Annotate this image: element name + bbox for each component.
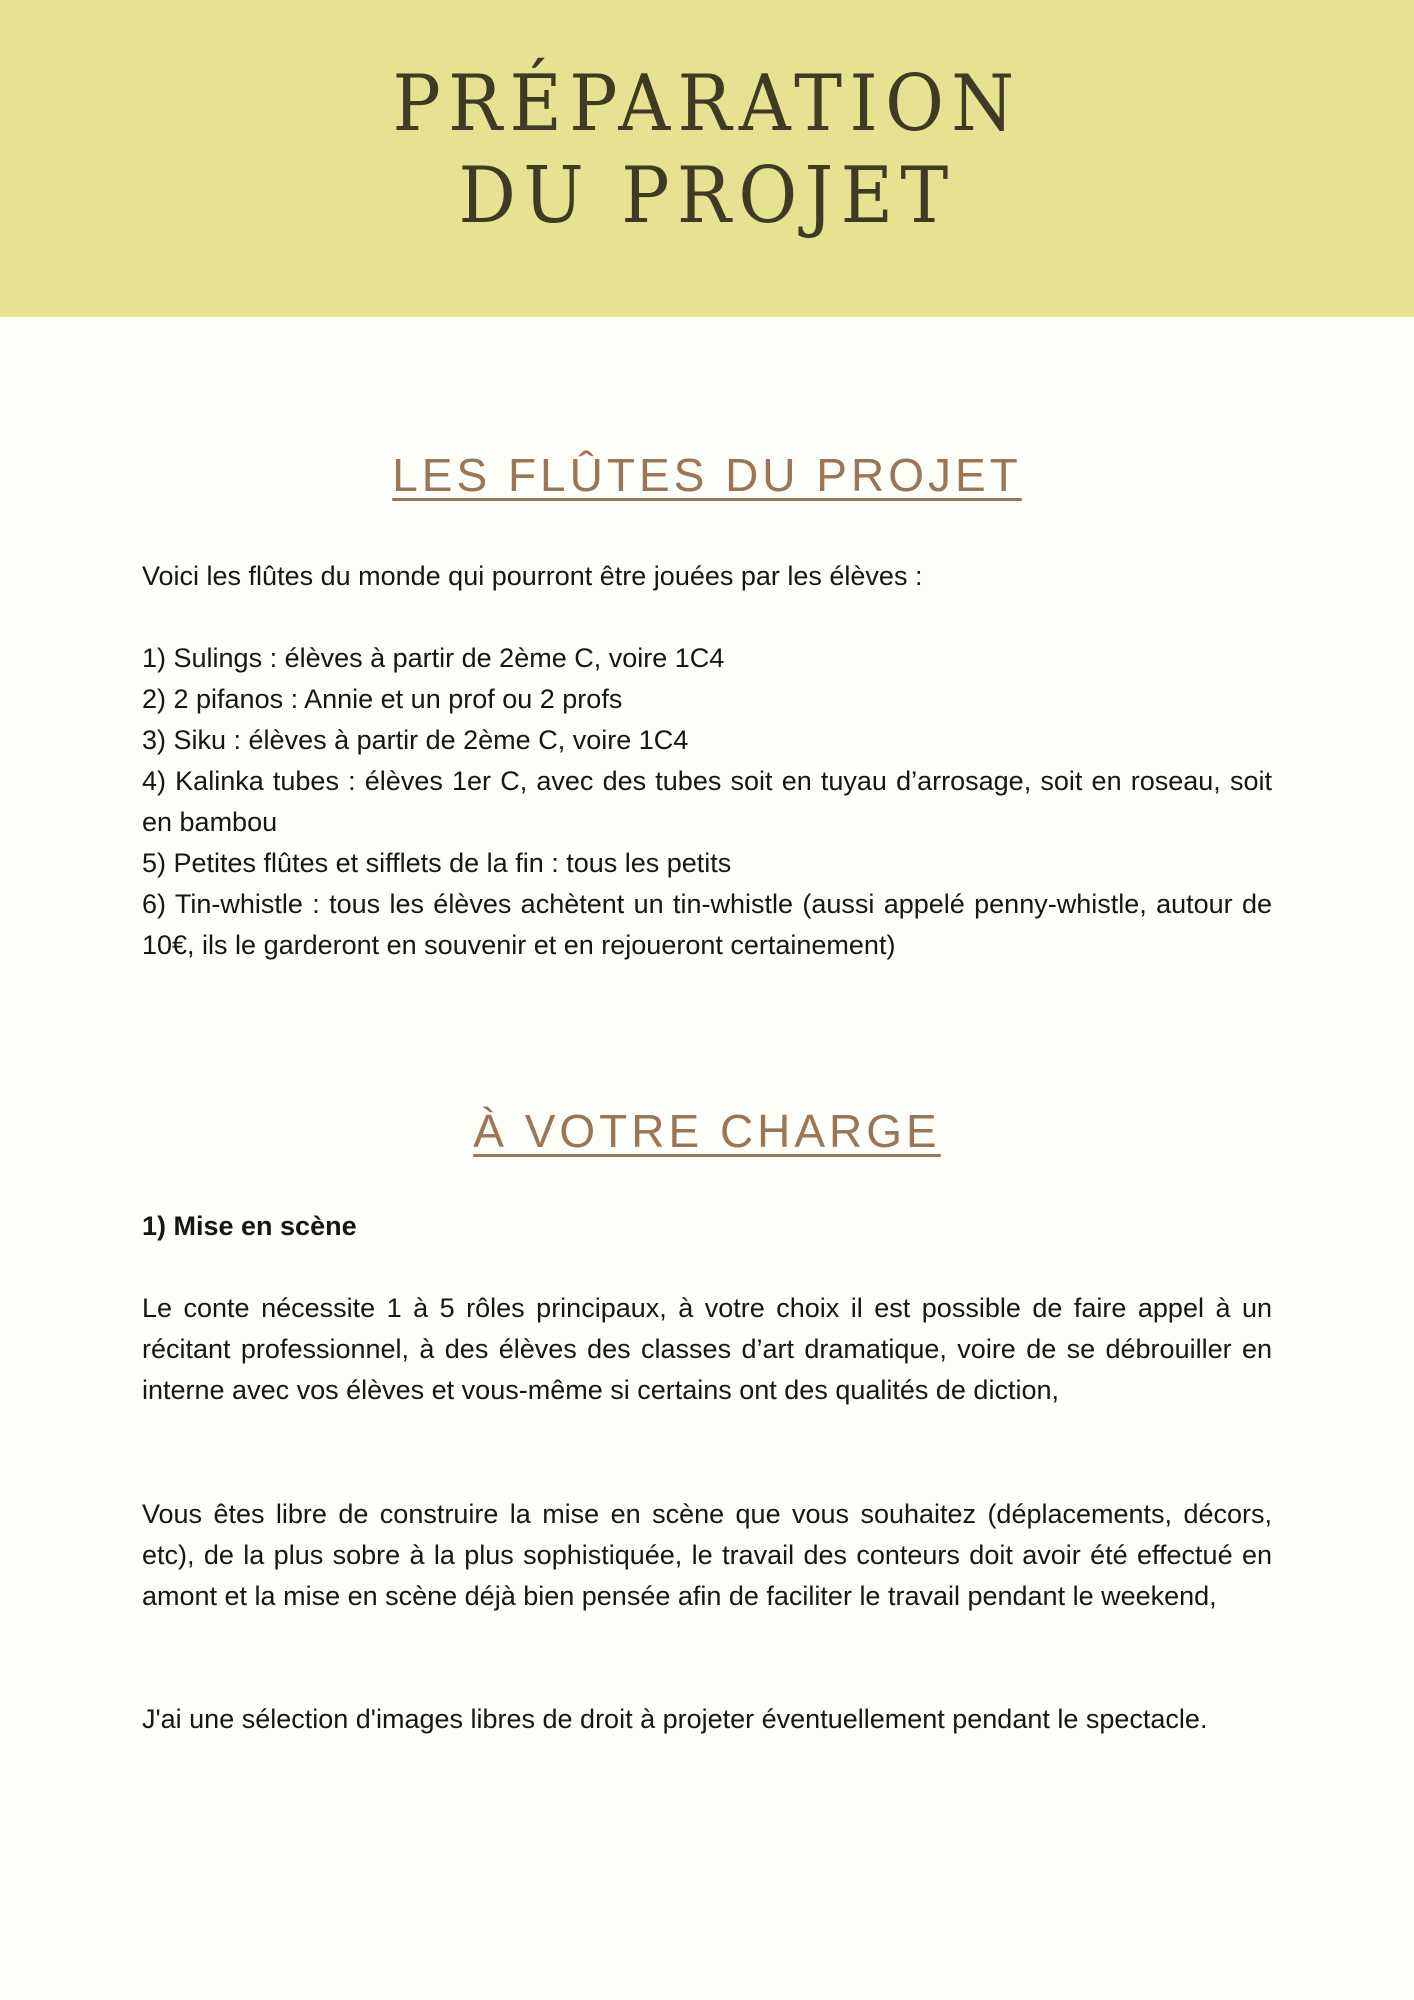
- flute-list-item: 4) Kalinka tubes : élèves 1er C, avec des tubes soit en tuyau d’arrosage, soit en roseau, soit en bambou: [142, 766, 1272, 837]
- section-heading-flutes-text: LES FLÛTES DU PROJET: [392, 449, 1022, 501]
- paragraph: Le conte nécessite 1 à 5 rôles principaux, à votre choix il est possible de faire appel à un récitant professionnel, à des élèves des classes d’art dramatique, voire de se débrouiller en interne avec vos élèves et vous-même si certains ont des qualités de diction,: [142, 1293, 1272, 1405]
- section-heading-charge-text: À VOTRE CHARGE: [473, 1105, 941, 1157]
- section-heading-flutes: [0, 448, 1414, 502]
- paragraph: J'ai une sélection d'images libres de droit à projeter éventuellement pendant le spectacle.: [142, 1704, 1208, 1734]
- page-title: [57, 58, 1358, 242]
- paragraph: Vous êtes libre de construire la mise en scène que vous souhaitez (déplacements, décors, etc), de la plus sobre à la plus sophistiquée, le travail des conteurs doit avoir été effectué en amont et la mise en scène déjà bien pensée afin de faciliter le travail pendant le weekend,: [142, 1499, 1272, 1611]
- section-heading-charge: [0, 1104, 1414, 1158]
- page-title-line-2: DU PROJET: [458, 151, 956, 241]
- flutes-intro: Voici les flûtes du monde qui pourront être jouées par les élèves :: [142, 561, 923, 591]
- header-band: [0, 0, 1414, 317]
- flute-list-item: 2) 2 pifanos : Annie et un prof ou 2 profs: [142, 684, 623, 714]
- flute-list-item: 6) Tin-whistle : tous les élèves achètent un tin-whistle (aussi appelé penny-whistle, autour de 10€, ils le garderont en souvenir et en rejoueront certainement): [142, 889, 1272, 960]
- flute-list-item: 1) Sulings : élèves à partir de 2ème C, voire 1C4: [142, 643, 725, 673]
- subheading-mise-en-scene: 1) Mise en scène: [142, 1211, 357, 1241]
- flute-list-item: 5) Petites flûtes et sifflets de la fin : tous les petits: [142, 848, 732, 878]
- flute-list-item: 3) Siku : élèves à partir de 2ème C, voire 1C4: [142, 725, 689, 755]
- page-title-line-1: PRÉPARATION: [392, 59, 1022, 149]
- flute-list: [142, 638, 1272, 966]
